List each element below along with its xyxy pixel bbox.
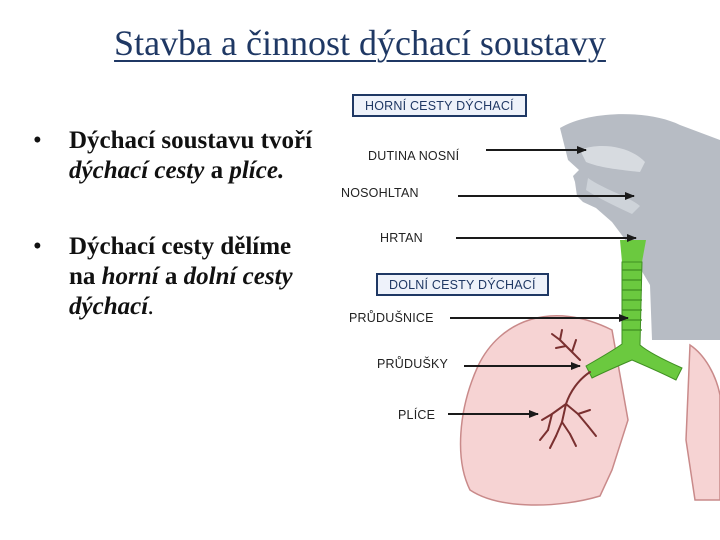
text-run: Dýchací soustavu tvoří: [69, 127, 313, 154]
text-run: a: [204, 157, 230, 184]
text-run: .: [148, 293, 155, 320]
trachea-label: PRŮDUŠNICE: [349, 311, 434, 325]
upper-airways-label: HORNÍ CESTY DÝCHACÍ: [352, 94, 527, 117]
lower-airways-label: DOLNÍ CESTY DÝCHACÍ: [376, 273, 549, 296]
text-run: dýchací cesty: [69, 157, 205, 184]
text-run: dýchací: [69, 293, 149, 320]
lung-left-shape: [686, 345, 720, 500]
nasal-cavity-label: DUTINA NOSNÍ: [368, 149, 460, 163]
lung-right-shape: [461, 316, 628, 505]
text-run: dolní cesty: [183, 263, 293, 290]
bullet-dot-icon: •: [33, 127, 42, 154]
text-run: a: [158, 263, 184, 290]
text-run: Dýchací cesty dělíme: [69, 233, 292, 260]
text-run: na: [69, 263, 102, 290]
larynx-label: HRTAN: [380, 231, 423, 245]
lungs-label: PLÍCE: [398, 408, 436, 422]
bullet-dot-icon: •: [33, 233, 42, 260]
nasopharynx-label: NOSOHLTAN: [341, 186, 419, 200]
text-run: horní: [101, 263, 159, 290]
bronchi-label: PRŮDUŠKY: [377, 357, 449, 371]
text-run: plíce.: [229, 157, 285, 184]
page-title: Stavba a činnost dýchací soustavy: [114, 23, 606, 63]
larynx-shape: [620, 240, 646, 262]
